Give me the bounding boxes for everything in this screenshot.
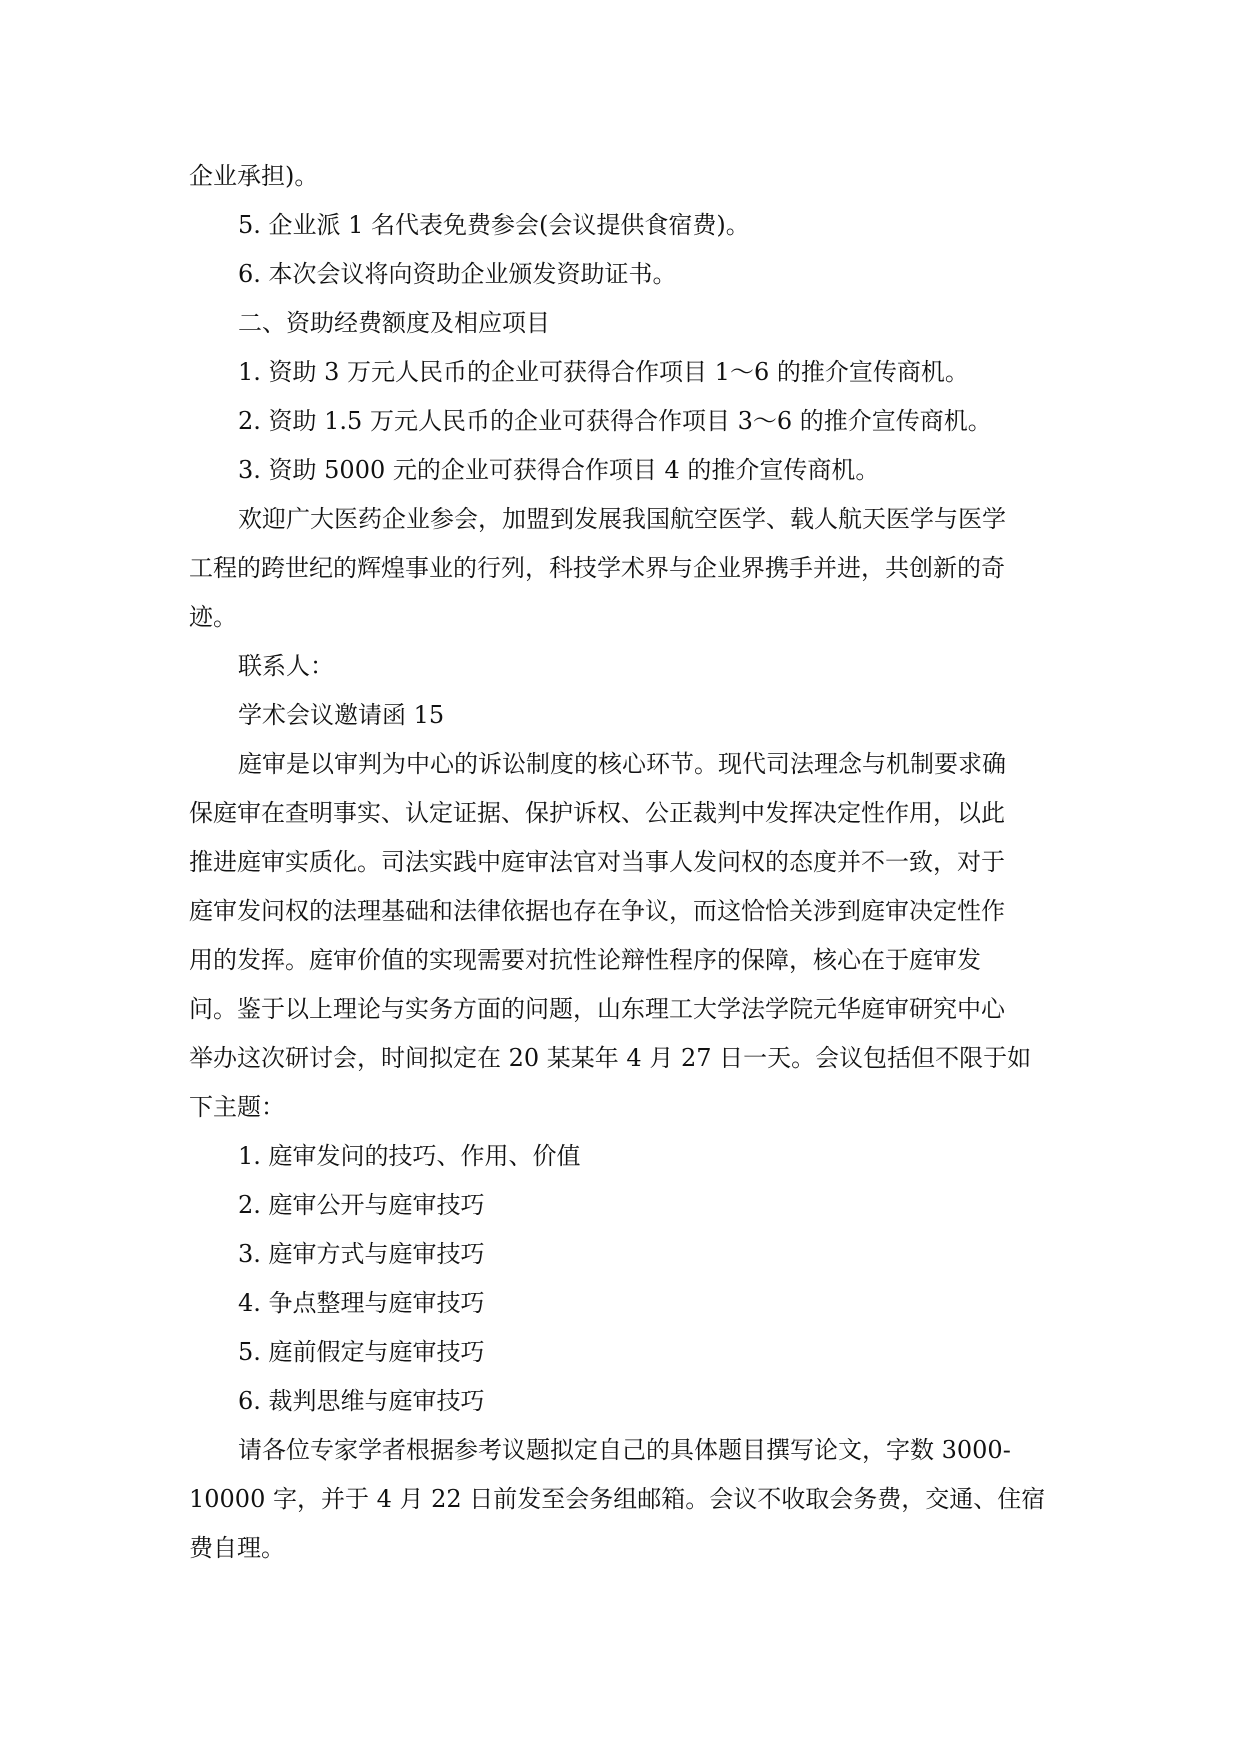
paragraph-line: 举办这次研讨会，时间拟定在 20 某某年 4 月 27 日一天。会议包括但不限于如 <box>189 1044 1032 1072</box>
contact-label: 联系人： <box>238 652 334 680</box>
paragraph-line: 下主题： <box>189 1093 285 1121</box>
topic-item: 3. 庭审方式与庭审技巧 <box>238 1240 485 1268</box>
paragraph-line: 请各位专家学者根据参考议题拟定自己的具体题目撰写论文，字数 3000- <box>238 1436 1011 1464</box>
section-heading: 二、资助经费额度及相应项目 <box>238 309 550 337</box>
paragraph-line: 欢迎广大医药企业参会，加盟到发展我国航空医学、载人航天医学与医学 <box>238 505 1006 533</box>
topic-item: 2. 庭审公开与庭审技巧 <box>238 1191 485 1219</box>
topic-item: 1. 庭审发问的技巧、作用、价值 <box>238 1142 581 1170</box>
paragraph-line: 庭审是以审判为中心的诉讼制度的核心环节。现代司法理念与机制要求确 <box>238 750 1006 778</box>
text-line: 企业承担)。 <box>189 162 319 190</box>
topic-item: 5. 庭前假定与庭审技巧 <box>238 1338 485 1366</box>
paragraph-line: 保庭审在查明事实、认定证据、保护诉权、公正裁判中发挥决定性作用，以此 <box>189 799 1005 827</box>
paragraph-line: 庭审发问权的法理基础和法律依据也存在争议，而这恰恰关涉到庭审决定性作 <box>189 897 1005 925</box>
paragraph-line: 推进庭审实质化。司法实践中庭审法官对当事人发问权的态度并不一致，对于 <box>189 848 1005 876</box>
list-item: 6. 本次会议将向资助企业颁发资助证书。 <box>238 260 677 288</box>
paragraph-line: 用的发挥。庭审价值的实现需要对抗性论辩性程序的保障，核心在于庭审发 <box>189 946 981 974</box>
paragraph-line: 工程的跨世纪的辉煌事业的行列，科技学术界与企业界携手并进，共创新的奇 <box>189 554 1005 582</box>
list-item: 2. 资助 1.5 万元人民币的企业可获得合作项目 3～6 的推介宣传商机。 <box>238 407 992 435</box>
paragraph-line: 迹。 <box>189 603 237 631</box>
list-item: 3. 资助 5000 元的企业可获得合作项目 4 的推介宣传商机。 <box>238 456 880 484</box>
topic-item: 4. 争点整理与庭审技巧 <box>238 1289 485 1317</box>
document-body <box>189 152 1051 1573</box>
paragraph-line: 10000 字，并于 4 月 22 日前发至会务组邮箱。会议不收取会务费，交通、住宿 <box>189 1485 1046 1513</box>
list-item: 1. 资助 3 万元人民币的企业可获得合作项目 1～6 的推介宣传商机。 <box>238 358 969 386</box>
letter-title: 学术会议邀请函 15 <box>238 701 445 729</box>
paragraph-line: 费自理。 <box>189 1534 285 1562</box>
topic-item: 6. 裁判思维与庭审技巧 <box>238 1387 485 1415</box>
paragraph-line: 问。鉴于以上理论与实务方面的问题，山东理工大学法学院元华庭审研究中心 <box>189 995 1005 1023</box>
list-item: 5. 企业派 1 名代表免费参会(会议提供食宿费)。 <box>238 211 750 239</box>
